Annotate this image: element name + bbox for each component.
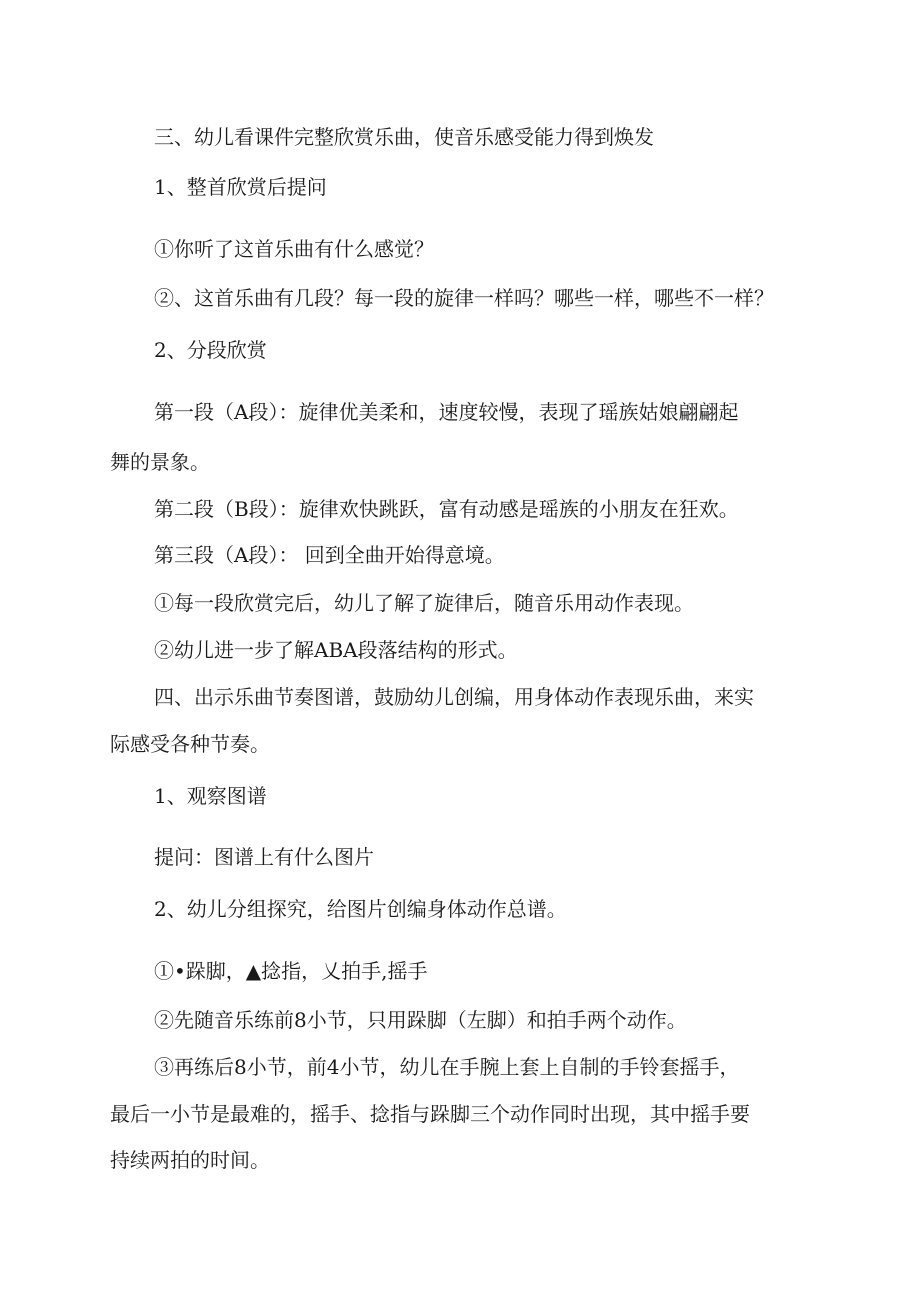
item-2-title: 2、分段欣赏 xyxy=(154,338,267,362)
practice-2-line-3: 持续两拍的时间。 xyxy=(110,1148,270,1172)
question-1: ①你听了这首乐曲有什么感觉？ xyxy=(154,237,434,261)
segment-c: 第三段（A段）： 回到全曲开始得意境。 xyxy=(154,543,505,567)
item-4-1-title: 1、观察图谱 xyxy=(154,784,267,808)
practice-2-line-2: 最后一小节是最难的，摇手、捻指与跺脚三个动作同时出现，其中摇手要 xyxy=(110,1102,750,1126)
practice-2-line-1: ③再练后8小节，前4小节，幼儿在手腕上套上自制的手铃套摇手， xyxy=(154,1055,740,1079)
symbols-legend: ①•跺脚，▲捻指，乂拍手,摇手 xyxy=(154,959,428,983)
segment-note-1: ①每一段欣赏完后，幼儿了解了旋律后，随音乐用动作表现。 xyxy=(154,591,694,615)
question-2: ②、这首乐曲有几段？每一段的旋律一样吗？哪些一样，哪些不一样？ xyxy=(154,286,774,310)
segment-b: 第二段（B段）：旋律欢快跳跃，富有动感是瑶族的小朋友在狂欢。 xyxy=(154,497,739,521)
item-4-2-title: 2、幼儿分组探究，给图片创编身体动作总谱。 xyxy=(154,897,567,921)
section-4-line-2: 际感受各种节奏。 xyxy=(110,732,270,756)
question-tupu: 提问：图谱上有什么图片 xyxy=(154,845,374,869)
section-3-heading: 三、幼儿看课件完整欣赏乐曲，使音乐感受能力得到焕发 xyxy=(154,125,654,149)
item-1-title: 1、整首欣赏后提问 xyxy=(154,175,327,199)
segment-a-line-1: 第一段（A段）：旋律优美柔和，速度较慢，表现了瑶族姑娘翩翩起 xyxy=(154,400,739,424)
section-4-line-1: 四、出示乐曲节奏图谱，鼓励幼儿创编，用身体动作表现乐曲，来实 xyxy=(154,685,754,709)
segment-a-line-2: 舞的景象。 xyxy=(110,450,210,474)
segment-note-2: ②幼儿进一步了解ABA段落结构的形式。 xyxy=(154,638,518,662)
practice-1: ②先随音乐练前8小节，只用跺脚（左脚）和拍手两个动作。 xyxy=(154,1008,687,1032)
